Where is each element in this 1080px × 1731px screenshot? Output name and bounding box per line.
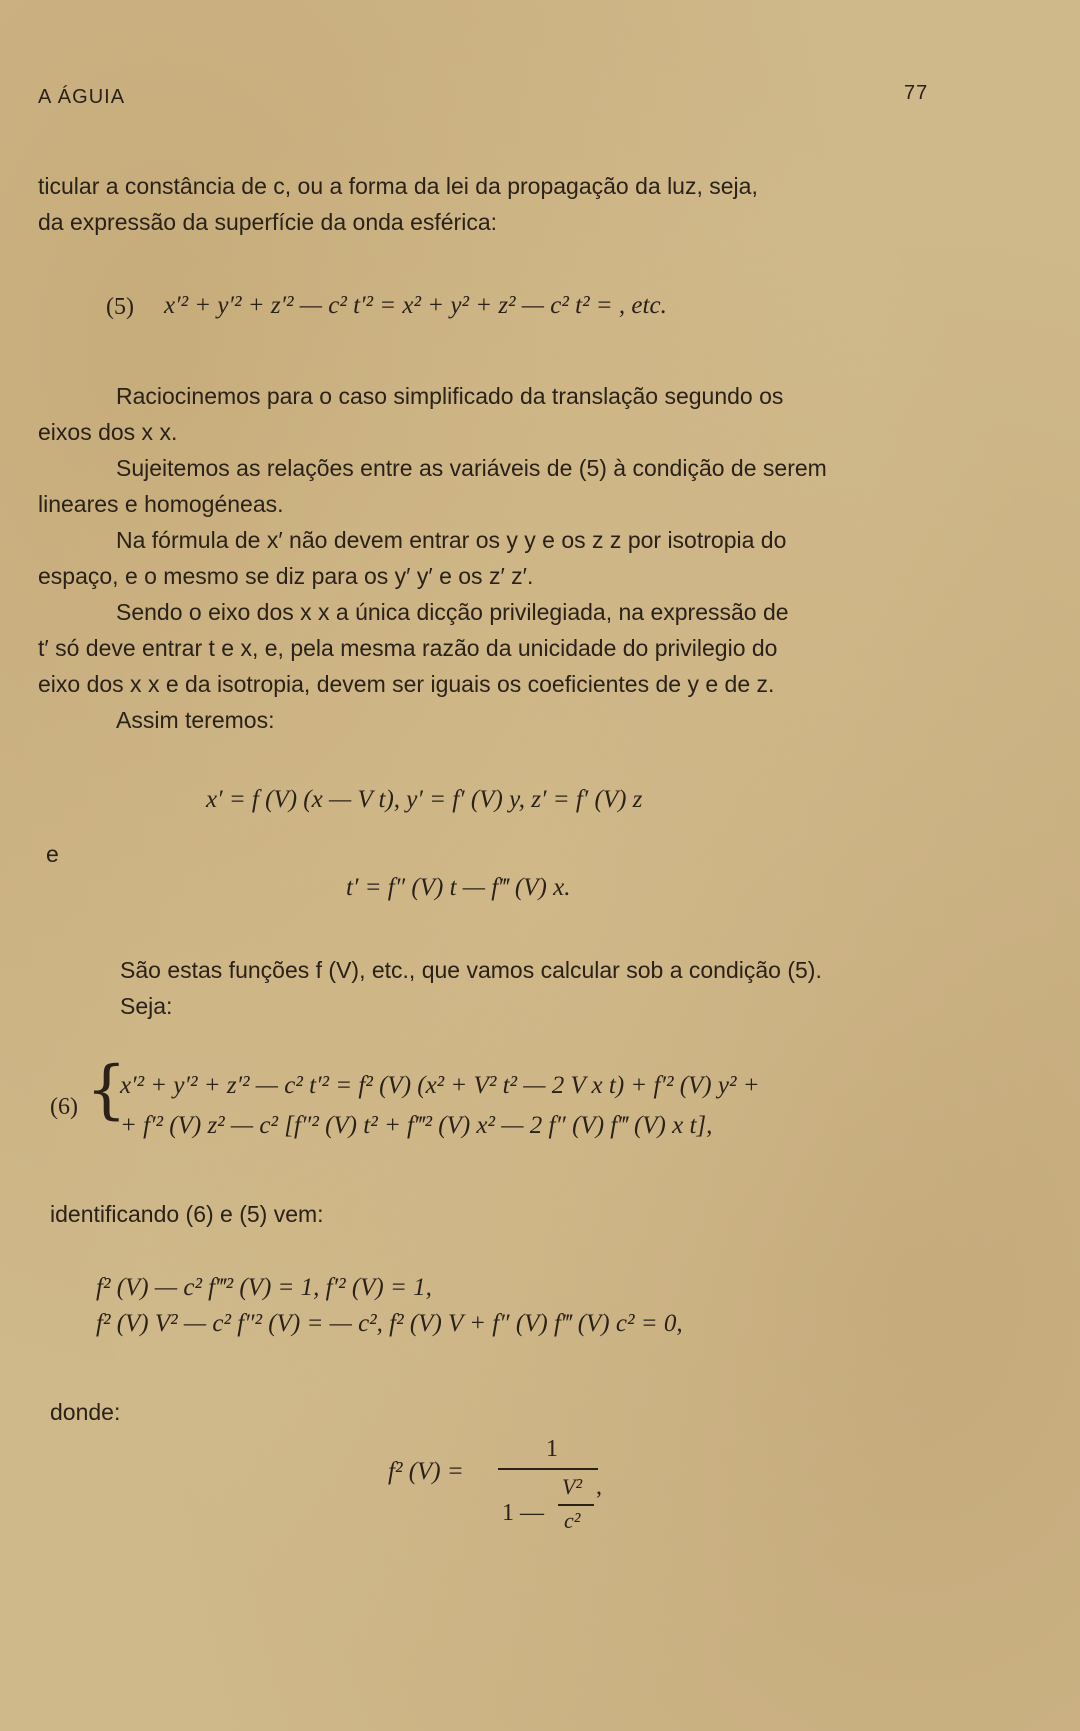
equation-label: (5) <box>106 294 134 320</box>
trailing-comma: , <box>596 1474 602 1500</box>
inner-fraction-bar <box>558 1504 594 1506</box>
text-line: Seja: <box>120 993 173 1019</box>
equation-label: (6) <box>50 1094 78 1120</box>
result-lhs: f² (V) = <box>388 1458 464 1485</box>
inner-denominator: c² <box>564 1508 581 1533</box>
transform-equation-2: t′ = f″ (V) t — f‴ (V) x. <box>346 874 571 901</box>
transform-equation-1: x′ = f (V) (x — V t), y′ = f′ (V) y, z′ = f′ (V) z <box>206 786 643 813</box>
equation-6-line-1: x′² + y′² + z′² — c² t′² = f² (V) (x² + V² t² — 2 V x t) + f′² (V) y² + <box>120 1072 760 1099</box>
text-line: identificando (6) e (5) vem: <box>50 1201 324 1227</box>
text-line: Sendo o eixo dos x x a única dicção privilegiada, na expressão de <box>116 599 789 625</box>
text-line: Sujeitemos as relações entre as variáveis de (5) à condição de serem <box>116 455 827 481</box>
fraction-denominator-lead: 1 — <box>502 1500 544 1526</box>
brace-symbol: { <box>86 1053 127 1127</box>
fraction-numerator: 1 <box>546 1436 558 1462</box>
text-line: donde: <box>50 1399 121 1425</box>
text-line: São estas funções f (V), etc., que vamos calcular sob a condição (5). <box>120 957 822 983</box>
equation-6-line-2: + f′² (V) z² — c² [f″² (V) t² + f‴² (V) x² — 2 f″ (V) f‴ (V) x t], <box>120 1112 713 1139</box>
text-line: e <box>46 841 59 867</box>
text-line: lineares e homogéneas. <box>38 491 284 517</box>
text-line: Raciocinemos para o caso simplificado da translação segundo os <box>116 383 784 409</box>
running-header: A ÁGUIA <box>38 86 126 108</box>
text-line: Assim teremos: <box>116 707 275 733</box>
text-line: da expressão da superfície da onda esférica: <box>38 209 498 235</box>
text-line: espaço, e o mesmo se diz para os y′ y′ e os z′ z′. <box>38 563 534 589</box>
fraction-bar <box>498 1468 598 1470</box>
identification-equation-2: f² (V) V² — c² f″² (V) = — c², f² (V) V + f″ (V) f‴ (V) c² = 0, <box>96 1310 683 1337</box>
identification-equation-1: f² (V) — c² f‴² (V) = 1, f′² (V) = 1, <box>96 1274 432 1301</box>
text-line: t′ só deve entrar t e x, e, pela mesma razão da unicidade do privilegio do <box>38 635 778 661</box>
text-line: eixo dos x x e da isotropia, devem ser iguais os coeficientes de y e de z. <box>38 671 775 697</box>
page-number: 77 <box>904 82 929 104</box>
equation-5: x′² + y′² + z′² — c² t′² = x² + y² + z² — c² t² = , etc. <box>164 292 667 319</box>
inner-numerator: V² <box>562 1474 583 1499</box>
text-line: Na fórmula de x′ não devem entrar os y y e os z z por isotropia do <box>116 527 787 553</box>
text-line: eixos dos x x. <box>38 419 178 445</box>
text-line: ticular a constância de c, ou a forma da lei da propagação da luz, seja, <box>38 173 758 199</box>
